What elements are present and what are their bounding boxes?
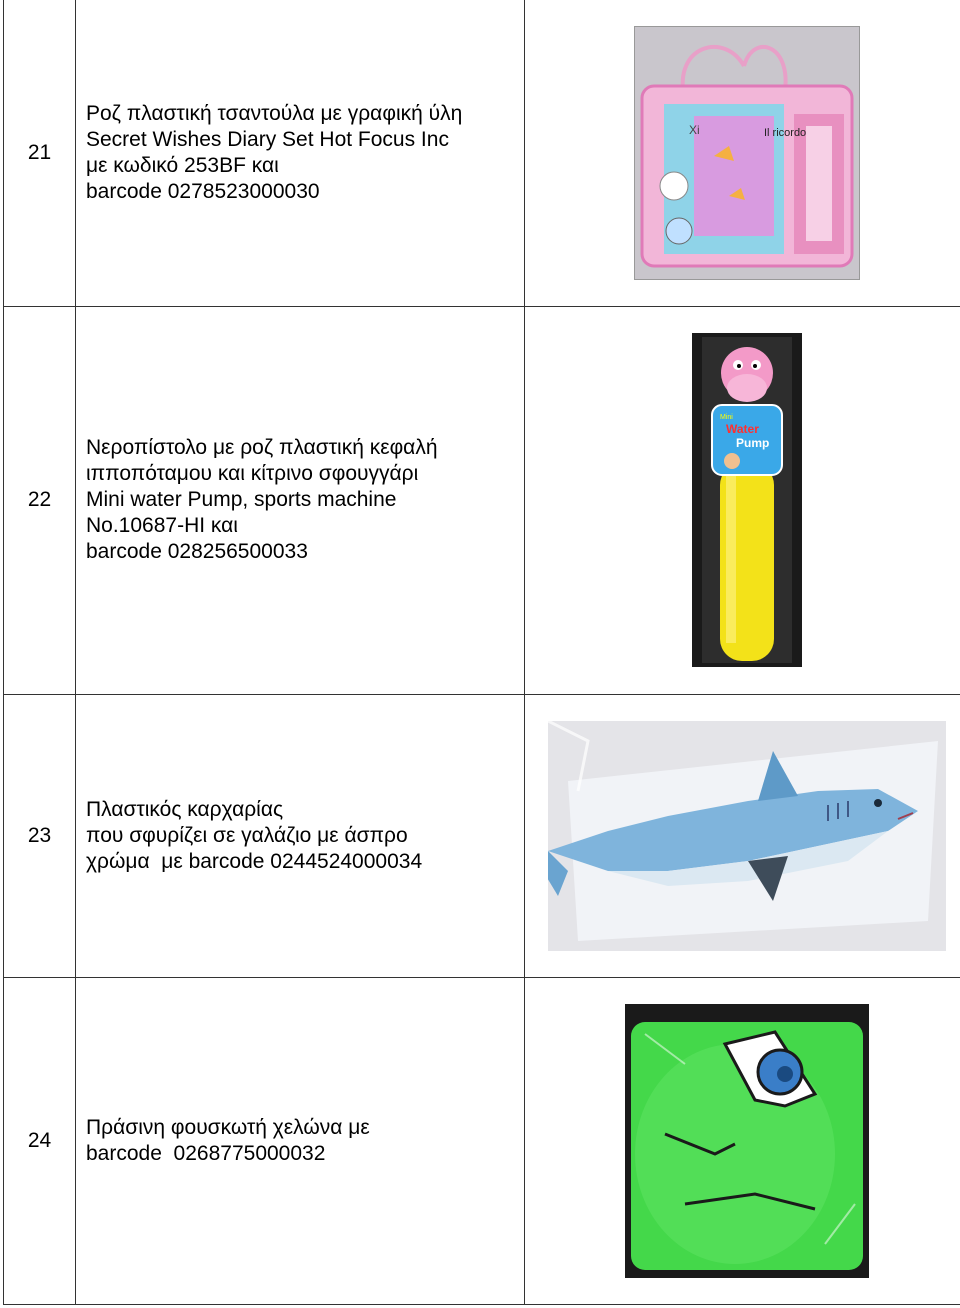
table-row <box>4 694 960 977</box>
description-line: Νεροπίστολο με ροζ πλαστική κεφαλή <box>86 436 438 459</box>
pump-label: Mini <box>720 414 733 421</box>
description-line: barcode 0268775000032 <box>86 1141 326 1165</box>
table-row <box>4 977 960 1304</box>
description-line: Mini water Pump, sports machine <box>86 488 397 511</box>
product-table <box>3 0 960 1305</box>
product-description <box>76 0 525 306</box>
product-photo-cell <box>525 694 960 977</box>
description-line: Πλαστικός καρχαρίας <box>86 797 284 821</box>
description-line: No.10687-HI και <box>86 514 238 537</box>
description-line: χρώμα με barcode 0244524000034 <box>86 849 423 873</box>
description-line: Secret Wishes Diary Set Hot Focus Inc <box>86 127 449 151</box>
pump-label: Water <box>726 422 759 436</box>
product-photo-cell <box>525 0 960 306</box>
row-number: 22 <box>4 306 76 694</box>
product-description <box>76 694 525 977</box>
water-pump-photo <box>692 333 802 667</box>
product-description <box>76 306 525 694</box>
description-line: ιπποπόταμου και κίτρινο σφουγγάρι <box>86 462 419 485</box>
description-line: με κωδικό 253BF και <box>86 153 279 177</box>
bag-label: Il ricordo <box>764 126 807 139</box>
row-number: 24 <box>4 977 76 1304</box>
product-description <box>76 977 525 1304</box>
product-photo-cell <box>525 977 960 1304</box>
row-number: 21 <box>4 0 76 306</box>
pink-bag-photo <box>634 26 860 280</box>
description-line: barcode 028256500033 <box>86 540 308 563</box>
description-line: Πράσινη φουσκωτή χελώνα με <box>86 1115 370 1139</box>
description-line: Ροζ πλαστική τσαντούλα με γραφική ύλη <box>86 101 463 125</box>
description-line: barcode 0278523000030 <box>86 179 320 203</box>
green-turtle-photo <box>625 1004 869 1278</box>
row-number: 23 <box>4 694 76 977</box>
product-photo-cell <box>525 306 960 694</box>
bag-label: Xi <box>689 122 700 137</box>
table-row <box>4 0 960 306</box>
shark-photo <box>548 721 946 951</box>
description-line: που σφυρίζει σε γαλάζιο με άσπρο <box>86 823 408 847</box>
table-row <box>4 306 960 694</box>
pump-label: Pump <box>736 436 770 450</box>
